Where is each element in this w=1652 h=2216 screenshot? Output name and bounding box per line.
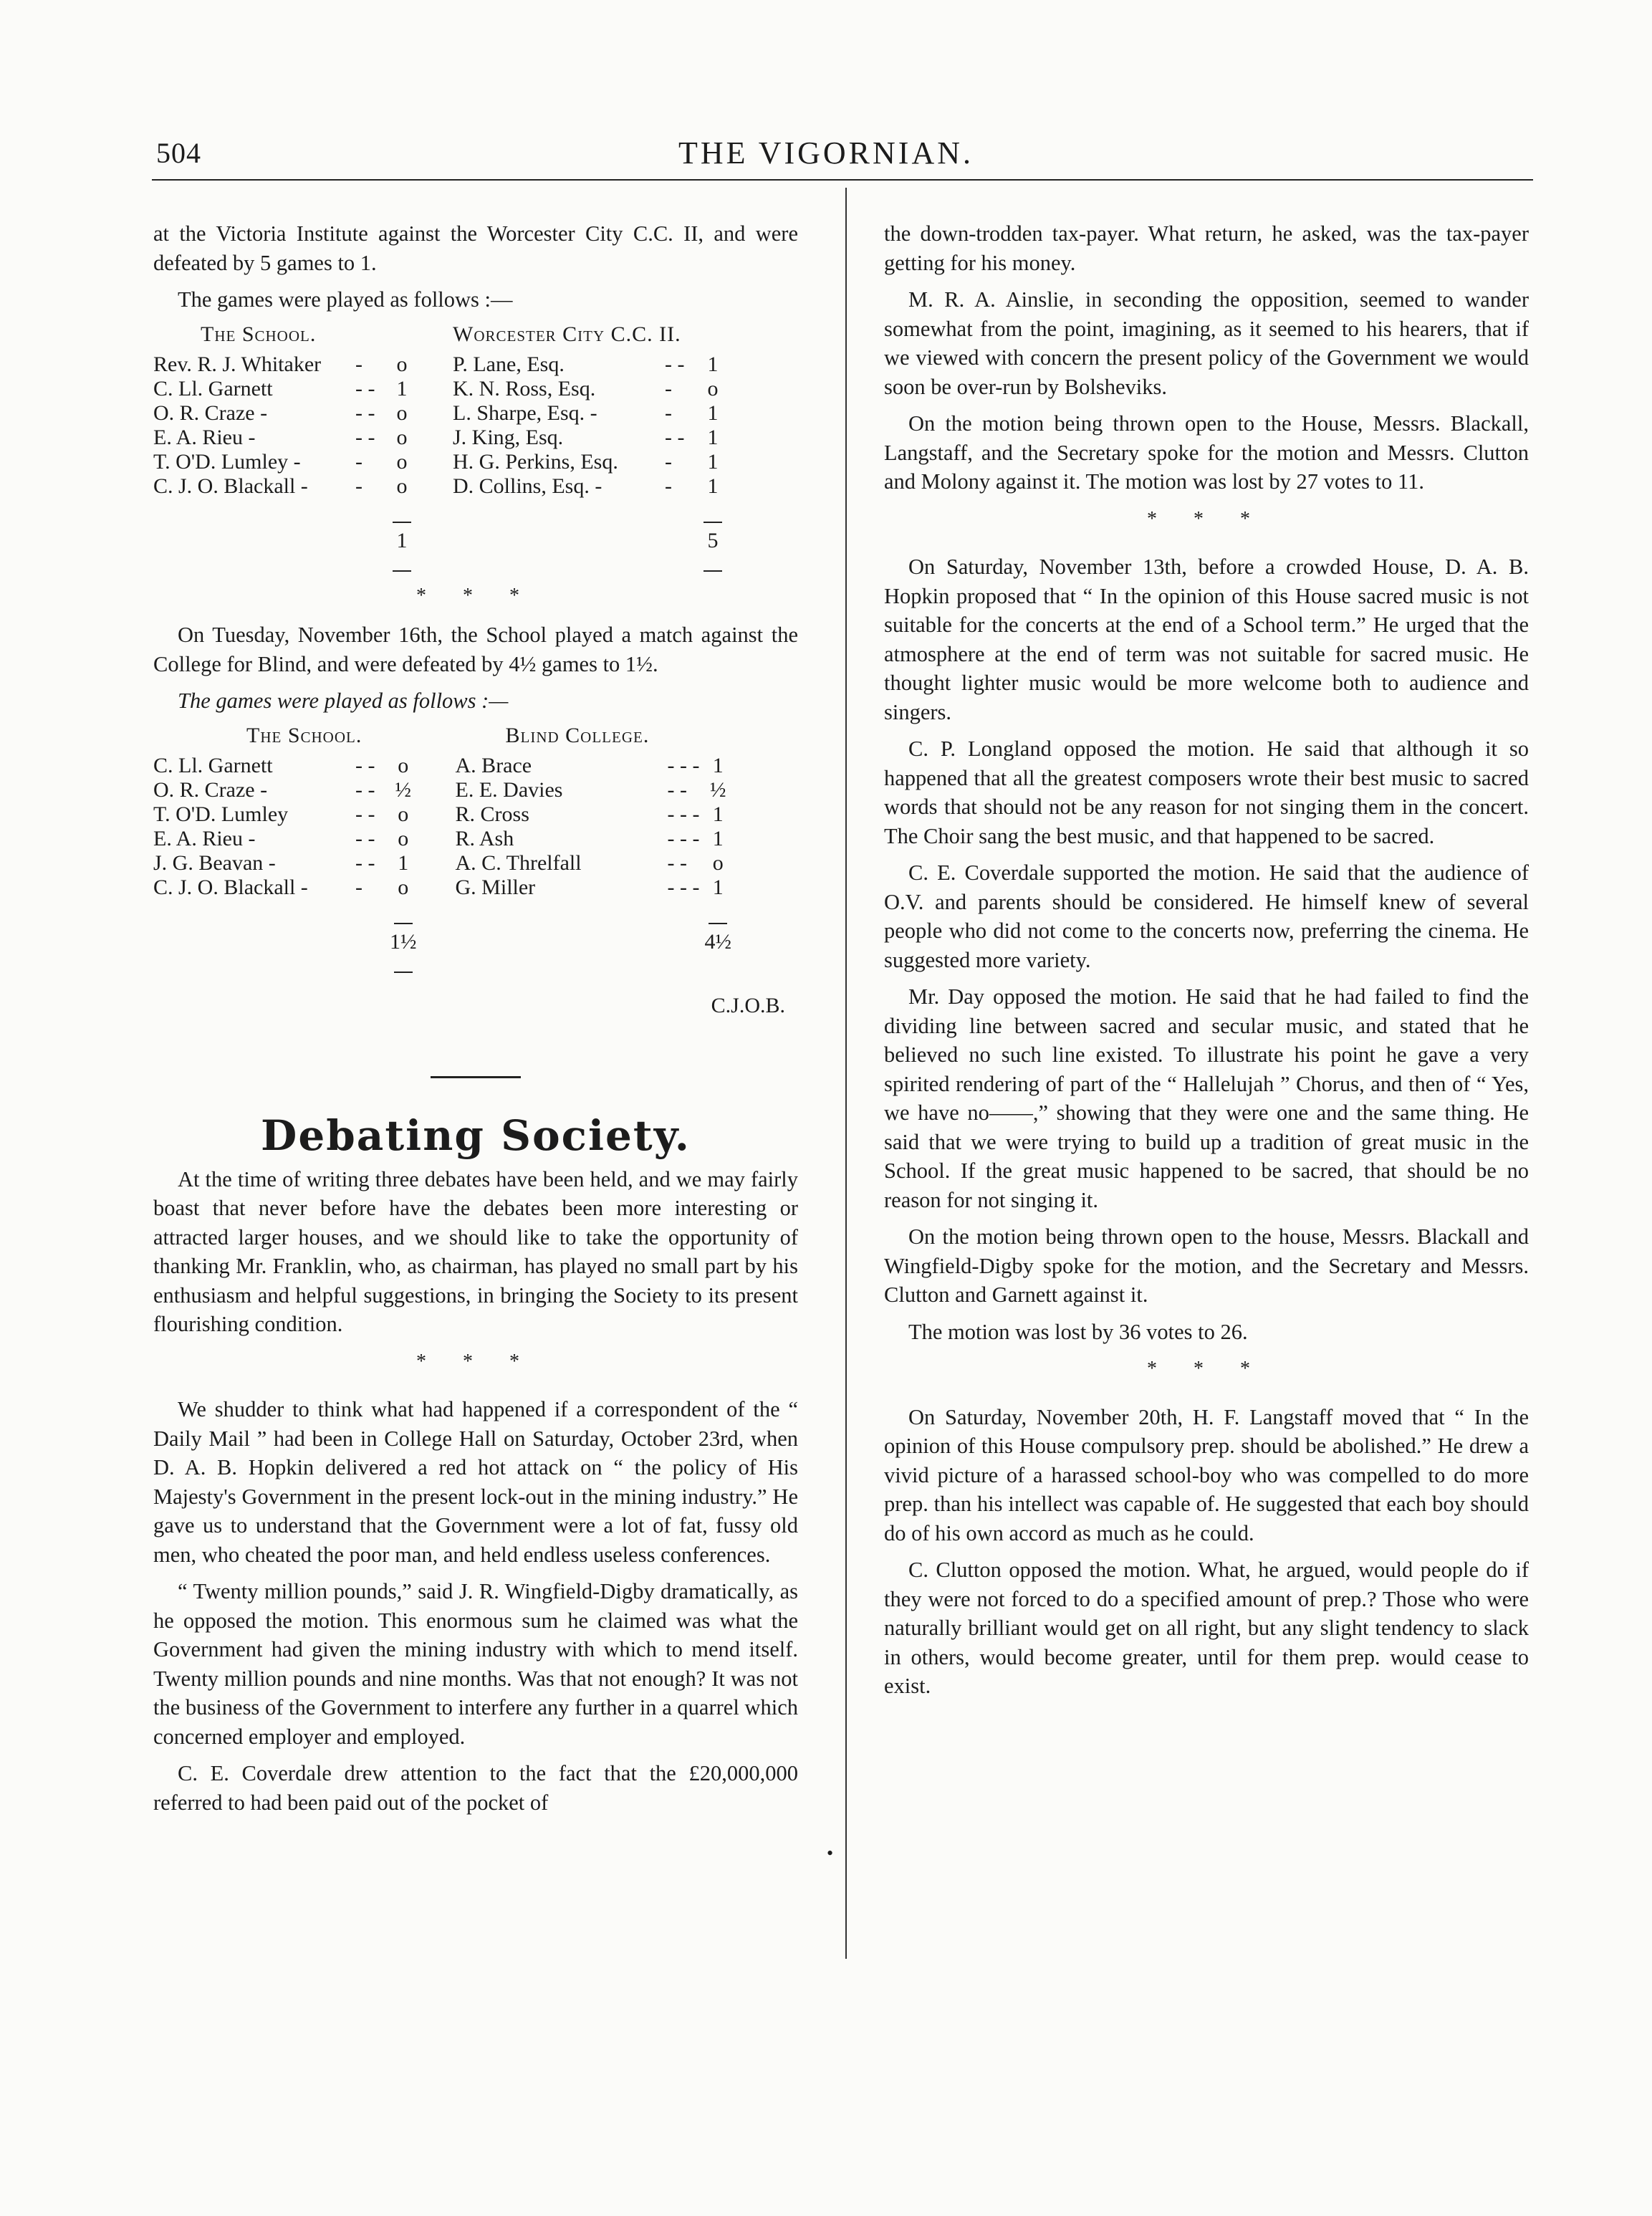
opponent-name: E. E. Davies — [455, 777, 563, 802]
total-rule — [394, 972, 413, 973]
section-divider — [431, 1076, 521, 1078]
blind-college-paragraph: On Tuesday, November 16th, the School played a match against the College for Blind, and were defeated by 4½ games to 1½. — [153, 623, 798, 676]
section-title: Debating Society. — [261, 1111, 691, 1160]
score-table-header — [153, 322, 724, 352]
left-column — [153, 219, 798, 1825]
sacred-music-paragraph: On Saturday, November 13th, before a crowded House, D. A. B. Hopkin proposed that “ In the opinion of this House sacred music is not suitable for the concerts at the end of a School term.” He urged that the atmosphere at the end of term was not suitable for sacred music. He thought lighter music would be more welcome both to audience and singers. — [884, 555, 1529, 724]
player-name: T. O'D. Lumley - — [153, 449, 301, 474]
table-row: C. Ll. Garnett - - o A. Brace - - - 1 — [153, 754, 731, 778]
player-score: o — [398, 753, 409, 777]
ainslie-paragraph: M. R. A. Ainslie, in seconding the opposition, seemed to wander somewhat from the point, imagining, as it seemed to his hearers, that if we viewed with concern the present policy of the Government we would soon be over-run by Bolsheviks. — [884, 287, 1529, 399]
coverdale-paragraph: C. E. Coverdale drew attention to the fact that the £20,000,000 referred to had been paid out of the pocket of — [153, 1761, 798, 1815]
table-row: C. J. O. Blackall - - o D. Collins, Esq. - - 1 — [153, 474, 724, 499]
opponent-name: A. C. Threlfall — [455, 850, 582, 875]
mining-debate-paragraph: We shudder to think what had happened if a correspondent of the “ Daily Mail ” had been in College Hall on Saturday, October 23rd, when D. A. B. Hopkin delivered a red hot attack on “ the policy of His Majesty's Government in the present lock-out in the mining industry.” He gave us to understand that the Government were a lot of fat, fussy old men, who cheated the poor man, and held endless useless conferences. — [153, 1397, 798, 1567]
opponent-score: 1 — [707, 474, 719, 498]
header-rule — [152, 179, 1533, 181]
player-score: o — [398, 802, 409, 826]
longland-paragraph: C. P. Longland opposed the motion. He said that although it so happened that all the greatest composers wrote their best music to sacred words that should not be any reason for not singing them in the concert. The Choir sang the best music, and that happened to be sacred. — [884, 737, 1529, 848]
opponent-name: R. Ash — [455, 826, 514, 850]
player-score: 1 — [396, 376, 408, 400]
vote-discussion-paragraph: On the motion being thrown open to the house, Messrs. Blackall and Wingfield-Digby spoke for the motion, and the Secretary and Messrs. Clutton and Garnett against it. — [884, 1224, 1529, 1307]
section-separator: * * * — [1147, 507, 1266, 530]
opponent-column-heading: Worcester City C.C. II. — [453, 322, 681, 346]
player-name: O. R. Craze - — [153, 777, 268, 802]
total-rule — [393, 522, 411, 523]
opponent-name: G. Miller — [455, 875, 536, 899]
right-column — [884, 219, 1529, 1709]
score-table-blind-college — [153, 724, 731, 979]
compulsory-prep-paragraph: On Saturday, November 20th, H. F. Langstaff moved that “ In the opinion of this House compulsory prep. should be abolished.” He drew a vivid picture of a harassed school-boy who was compelled to do more prep. than his intellect was capable of. He suggested that each boy should do of his own accord as much as he could. — [884, 1404, 1529, 1545]
opponent-total: 4½ — [704, 929, 732, 954]
table-row: E. A. Rieu - - - o R. Ash - - - 1 — [153, 827, 731, 851]
opponent-name: P. Lane, Esq. — [453, 352, 565, 376]
match-intro-paragraph: at the Victoria Institute against the Worcester City C.C. II, and were defeated by 5 games to 1. — [153, 221, 798, 275]
margin-mark: • — [827, 1843, 834, 1864]
table-row: C. J. O. Blackall - - o G. Miller - - - 1 — [153, 876, 731, 900]
opponent-score: 1 — [712, 802, 724, 826]
player-name: C. J. O. Blackall - — [153, 875, 308, 899]
section-separator: * * * — [1147, 1358, 1266, 1380]
opponent-score: o — [712, 850, 724, 875]
player-name: J. G. Beavan - — [153, 850, 276, 875]
table-row: O. R. Craze - - - ½ E. E. Davies - - ½ — [153, 778, 731, 802]
opponent-score: 1 — [712, 753, 724, 777]
player-score: o — [396, 400, 408, 425]
table-row: C. Ll. Garnett - - 1 K. N. Ross, Esq. - o — [153, 377, 724, 401]
player-score: o — [398, 826, 409, 850]
player-score: o — [398, 875, 409, 899]
page-number: 504 — [156, 137, 201, 169]
total-rule — [709, 923, 727, 924]
player-score: o — [396, 352, 408, 376]
debating-intro-paragraph: At the time of writing three debates have been held, and we may fairly boast that never before have the debates been more interesting or attracted larger houses, and we should like to take the opportunity of thanking Mr. Franklin, who, as chairman, has played no small part by his enthusiasm and helpful suggestions, in bringing the Society to its present flourishing condition. — [153, 1166, 798, 1336]
opponent-score: 1 — [707, 425, 719, 449]
clutton-paragraph: C. Clutton opposed the motion. What, he argued, would people do if they were not forced to do a specified amount of prep.? Those who were naturally brilliant would get on all right, but any slight tendency to slack in others, would become greater, until for them prep. would cease to exist. — [884, 1558, 1529, 1698]
player-name: E. A. Rieu - — [153, 425, 256, 449]
vote-result-paragraph: On the motion being thrown open to the House, Messrs. Blackall, Langstaff, and the Secretary spoke for the motion and Messrs. Clutton and Molony against it. The motion was lost by 27 votes to 11. — [884, 411, 1529, 494]
player-name: C. Ll. Garnett — [153, 376, 273, 400]
opponent-score: o — [707, 376, 719, 400]
school-column-heading: The School. — [246, 723, 362, 747]
player-score: 1 — [398, 850, 409, 875]
vote-result-paragraph: The motion was lost by 36 votes to 26. — [908, 1319, 1248, 1344]
school-column-heading: The School. — [201, 322, 317, 346]
games-played-line: The games were played as follows :— — [178, 287, 513, 312]
score-table-header — [153, 724, 731, 754]
player-score: o — [396, 425, 408, 449]
table-row: J. G. Beavan - - - 1 A. C. Threlfall - - o — [153, 851, 731, 876]
table-row: T. O'D. Lumley - - o R. Cross - - - 1 — [153, 802, 731, 827]
games-played-line: The games were played as follows :— — [178, 689, 509, 713]
running-title: THE VIGORNIAN. — [678, 135, 974, 171]
opponent-name: H. G. Perkins, Esq. — [453, 449, 618, 474]
day-paragraph: Mr. Day opposed the motion. He said that he had failed to find the dividing line between sacred and secular music, and stated that he believed no such line existed. To illustrate his point he gave a very spirited rendering of part of the “ Hallelujah ” Chorus, and then of “ Yes, we have no——,” showing that they were one and the same thing. He said that we were trying to build up a tradition of great music in the School. If the great music happened to be sacred, that should be no reason for not singing it. — [884, 984, 1529, 1212]
table-row: Rev. R. J. Whitaker - o P. Lane, Esq. - - 1 — [153, 352, 724, 377]
player-name: C. Ll. Garnett — [153, 753, 273, 777]
total-rule — [703, 570, 722, 572]
opponent-name: J. King, Esq. — [453, 425, 564, 449]
totals-row — [153, 900, 731, 979]
table-row: O. R. Craze - - - o L. Sharpe, Esq. - - 1 — [153, 401, 724, 426]
score-table-worcester — [153, 322, 724, 577]
player-name: C. J. O. Blackall - — [153, 474, 308, 498]
column-divider — [845, 188, 847, 1959]
opponent-score: ½ — [710, 777, 726, 802]
total-rule — [393, 570, 411, 572]
player-score: o — [396, 474, 408, 498]
opponent-name: R. Cross — [455, 802, 529, 826]
opponent-score: 1 — [707, 400, 719, 425]
section-separator: * * * — [416, 1350, 535, 1373]
continuation-paragraph: the down-trodden tax-payer. What return, he asked, was the tax-payer getting for his money. — [884, 221, 1529, 275]
opponent-name: L. Sharpe, Esq. - — [453, 400, 597, 425]
player-name: O. R. Craze - — [153, 400, 268, 425]
coverdale-supported-paragraph: C. E. Coverdale supported the motion. He said that the audience of O.V. and parents should be considered. He himself knew of several people who did not come to the concerts now, preferring the cinema. He suggested more variety. — [884, 860, 1529, 972]
opponent-name: K. N. Ross, Esq. — [453, 376, 596, 400]
totals-row — [153, 499, 724, 577]
opponent-score: 1 — [707, 449, 719, 474]
school-total: 1½ — [390, 929, 417, 954]
opponent-name: A. Brace — [455, 753, 532, 777]
player-name: E. A. Rieu - — [153, 826, 256, 850]
opponent-score: 1 — [712, 875, 724, 899]
player-name: T. O'D. Lumley — [153, 802, 289, 826]
total-rule — [703, 522, 722, 523]
opponent-score: 1 — [712, 826, 724, 850]
total-rule — [394, 923, 413, 924]
opponent-score: 1 — [707, 352, 719, 376]
opponent-name: D. Collins, Esq. - — [453, 474, 602, 498]
table-row: T. O'D. Lumley - - o H. G. Perkins, Esq. - 1 — [153, 450, 724, 474]
opponent-total: 5 — [707, 528, 719, 552]
player-score: ½ — [395, 777, 411, 802]
opponent-column-heading: Blind College. — [505, 723, 650, 747]
player-score: o — [396, 449, 408, 474]
school-total: 1 — [396, 528, 408, 552]
section-separator: * * * — [416, 584, 535, 607]
player-name: Rev. R. J. Whitaker — [153, 352, 322, 376]
table-row: E. A. Rieu - - - o J. King, Esq. - - 1 — [153, 426, 724, 450]
wingfield-digby-paragraph: “ Twenty million pounds,” said J. R. Wingfield-Digby dramatically, as he opposed the motion. This enormous sum he claimed was what the Government had given the mining industry with which to mend itself. Twenty million pounds and nine months. Was that not enough? It was not the business of the Government to interfere any further in a quarrel which concerned employer and employed. — [153, 1579, 798, 1749]
author-signature: C.J.O.B. — [711, 993, 785, 1017]
